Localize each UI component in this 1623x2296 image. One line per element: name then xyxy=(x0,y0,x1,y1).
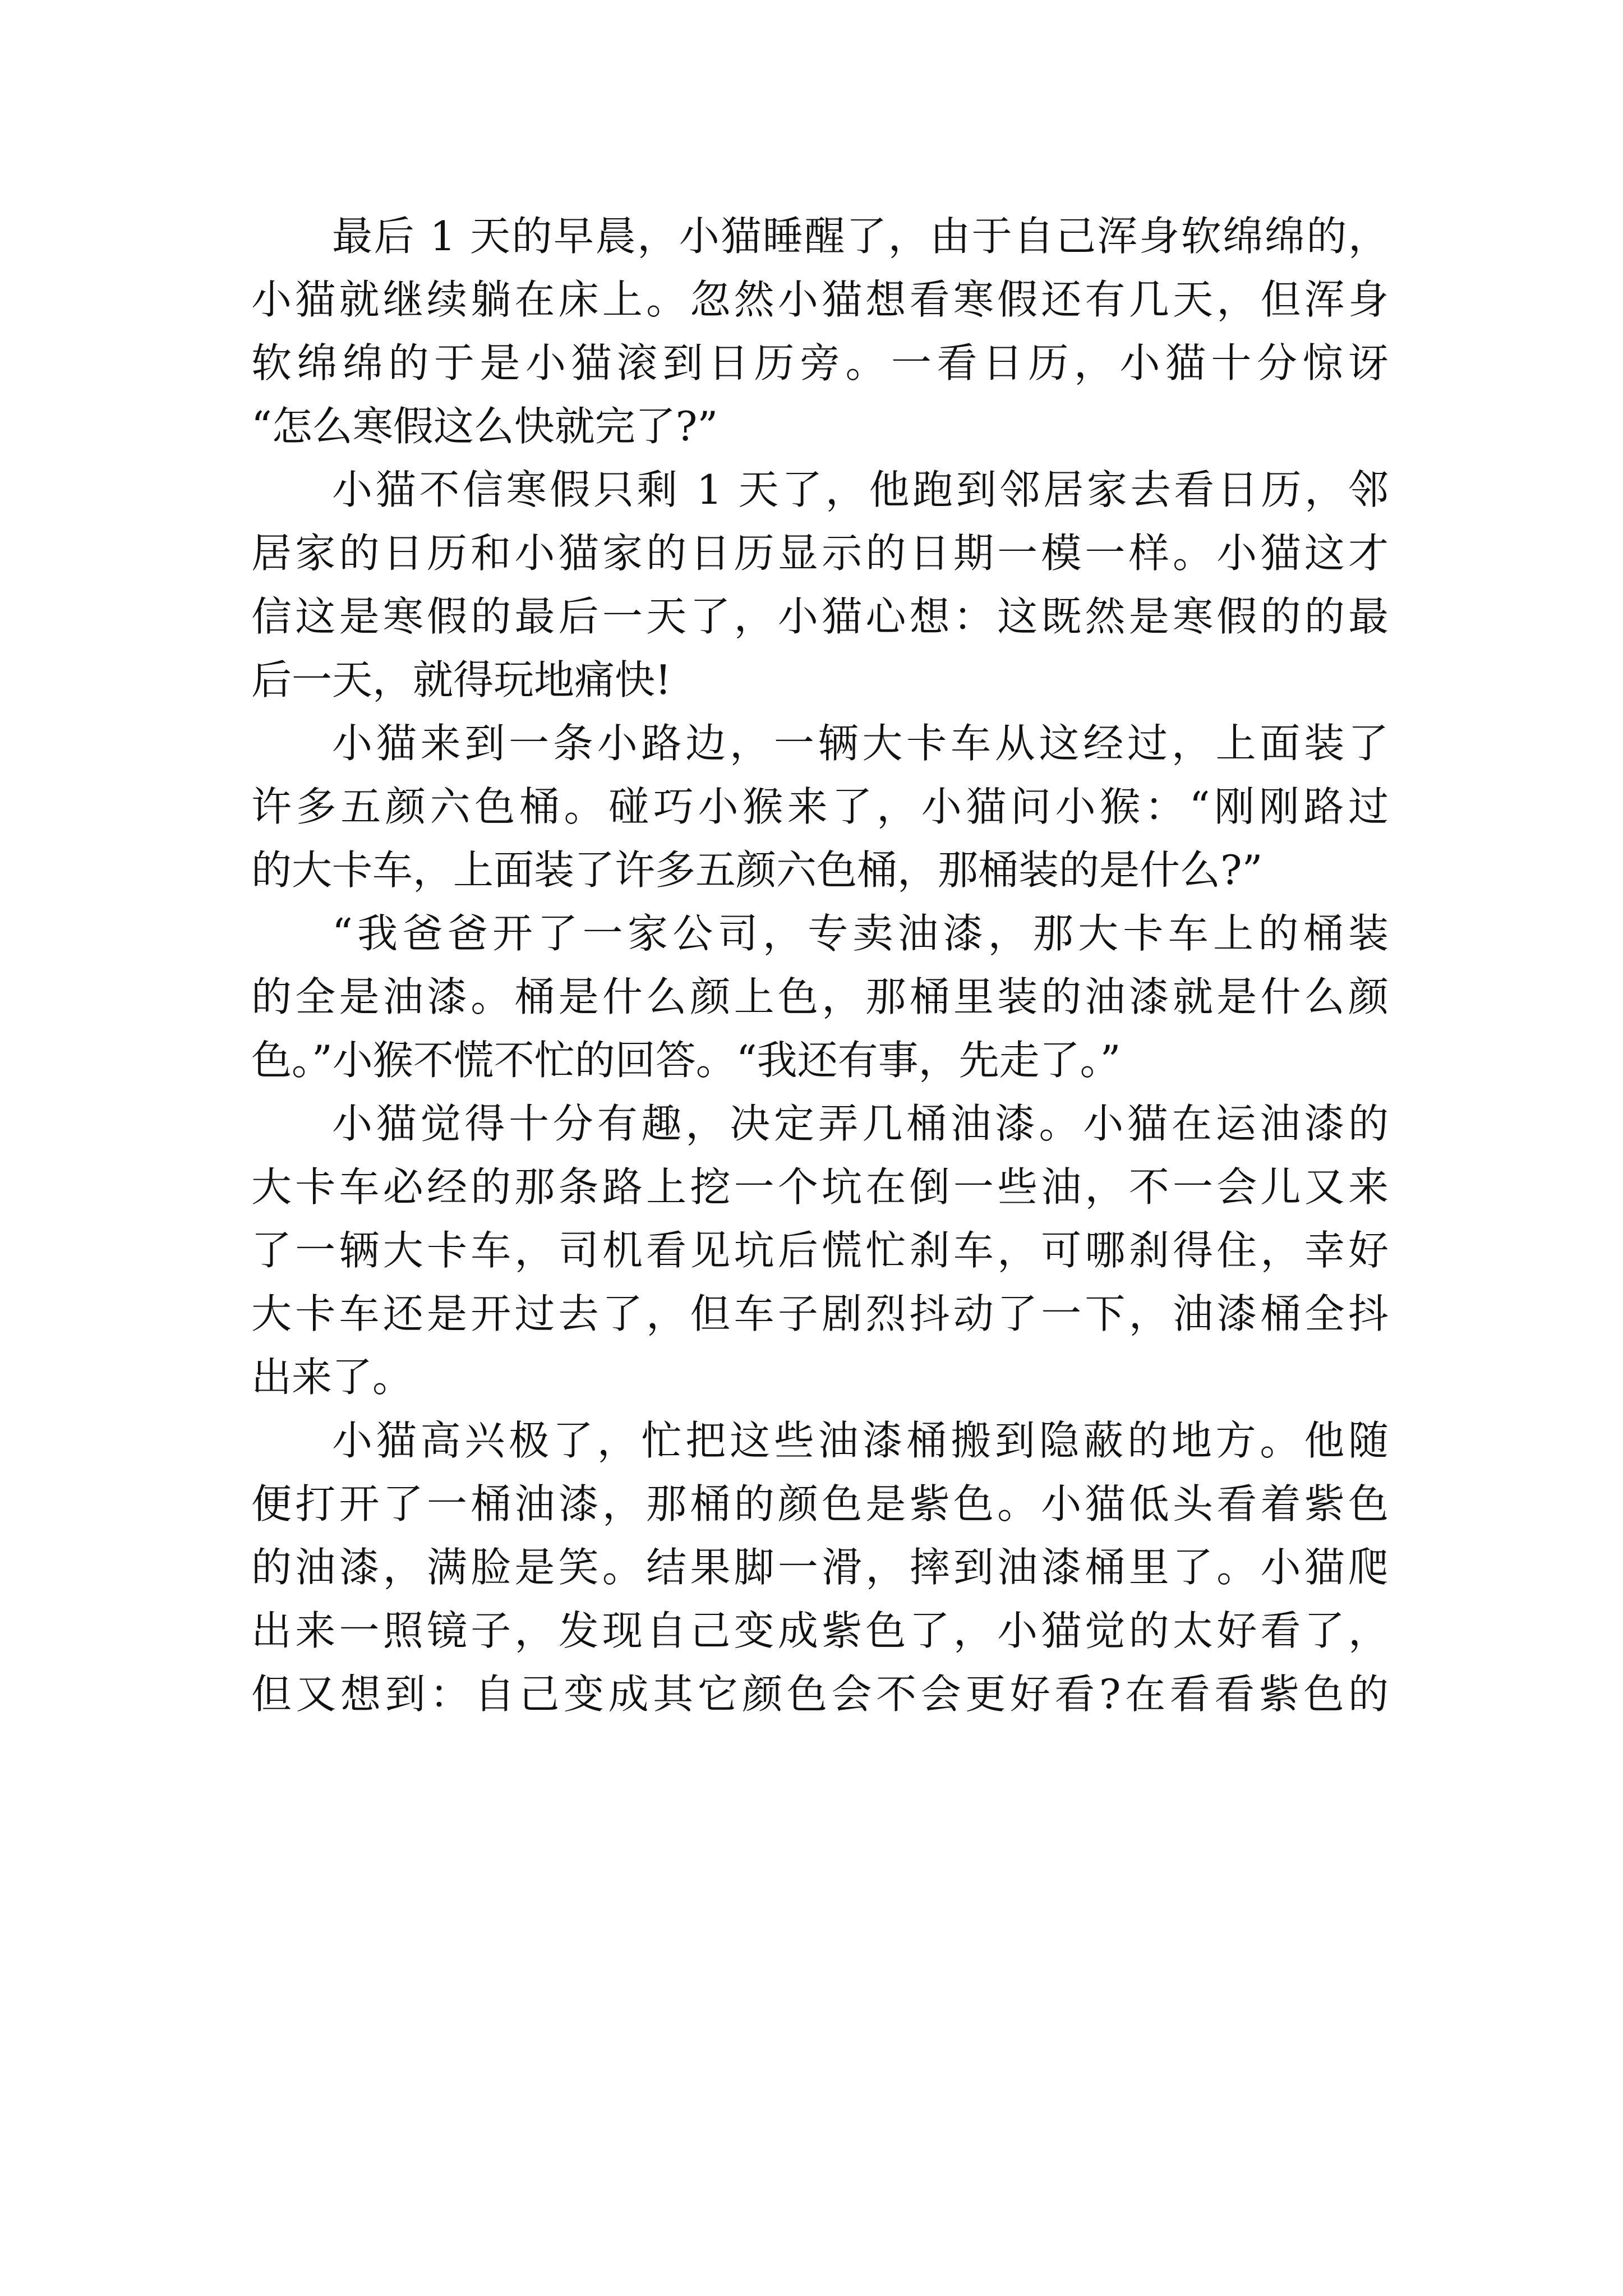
text-line: 信这是寒假的最后一天了，小猫心想：这既然是寒假的的最 xyxy=(251,593,1389,640)
text-line: 了一辆大卡车，司机看见坑后慌忙刹车，可哪刹得住，幸好 xyxy=(251,1227,1389,1274)
text-line: 出来一照镜子，发现自己变成紫色了，小猫觉的太好看了， xyxy=(251,1607,1389,1654)
text-line: 软绵绵的于是小猫滚到日历旁。一看日历，小猫十分惊讶 xyxy=(251,339,1389,386)
text-line: 小猫来到一条小路边，一辆大卡车从这经过，上面装了 xyxy=(332,720,1389,767)
paragraph xyxy=(251,712,1389,902)
text-line: 小猫就继续躺在床上。忽然小猫想看寒假还有几天，但浑身 xyxy=(251,276,1389,323)
text-line: “我爸爸开了一家公司，专卖油漆，那大卡车上的桶装 xyxy=(332,910,1389,957)
text-line: 最后 1 天的早晨，小猫睡醒了，由于自己浑身软绵绵的， xyxy=(332,213,1389,260)
text-line: 许多五颜六色桶。碰巧小猴来了，小猫问小猴：“刚刚路过 xyxy=(251,783,1389,830)
paragraph xyxy=(251,1409,1389,1726)
paragraph xyxy=(251,458,1389,712)
text-line: 的油漆，满脸是笑。结果脚一滑，摔到油漆桶里了。小猫爬 xyxy=(251,1544,1389,1591)
text-line: 但又想到：自己变成其它颜色会不会更好看?在看看紫色的 xyxy=(251,1671,1389,1718)
text-line: 色。”小猴不慌不忙的回答。“我还有事，先走了。” xyxy=(251,1037,1121,1084)
text-line: 的全是油漆。桶是什么颜上色，那桶里装的油漆就是什么颜 xyxy=(251,973,1389,1020)
text-line: 居家的日历和小猫家的日历显示的日期一模一样。小猫这才 xyxy=(251,530,1389,577)
text-line: 出来了。 xyxy=(251,1354,413,1401)
text-line: 的大卡车，上面装了许多五颜六色桶，那桶装的是什么?” xyxy=(251,846,1263,894)
text-line: 便打开了一桶油漆，那桶的颜色是紫色。小猫低头看着紫色 xyxy=(251,1480,1389,1527)
text-line: 后一天，就得玩地痛快! xyxy=(251,656,671,703)
text-line: “怎么寒假这么快就完了?” xyxy=(251,403,718,450)
text-line: 大卡车还是开过去了，但车子剧烈抖动了一下，油漆桶全抖 xyxy=(251,1290,1389,1337)
paragraph xyxy=(251,902,1389,1092)
paragraph xyxy=(251,1092,1389,1409)
text-line: 小猫觉得十分有趣，决定弄几桶油漆。小猫在运油漆的 xyxy=(332,1100,1389,1147)
paragraph xyxy=(251,205,1389,458)
body-text xyxy=(251,205,1389,1726)
text-line: 小猫高兴极了，忙把这些油漆桶搬到隐蔽的地方。他随 xyxy=(332,1417,1389,1464)
text-line: 大卡车必经的那条路上挖一个坑在倒一些油，不一会儿又来 xyxy=(251,1163,1389,1211)
text-line: 小猫不信寒假只剩 1 天了，他跑到邻居家去看日历，邻 xyxy=(332,466,1389,513)
